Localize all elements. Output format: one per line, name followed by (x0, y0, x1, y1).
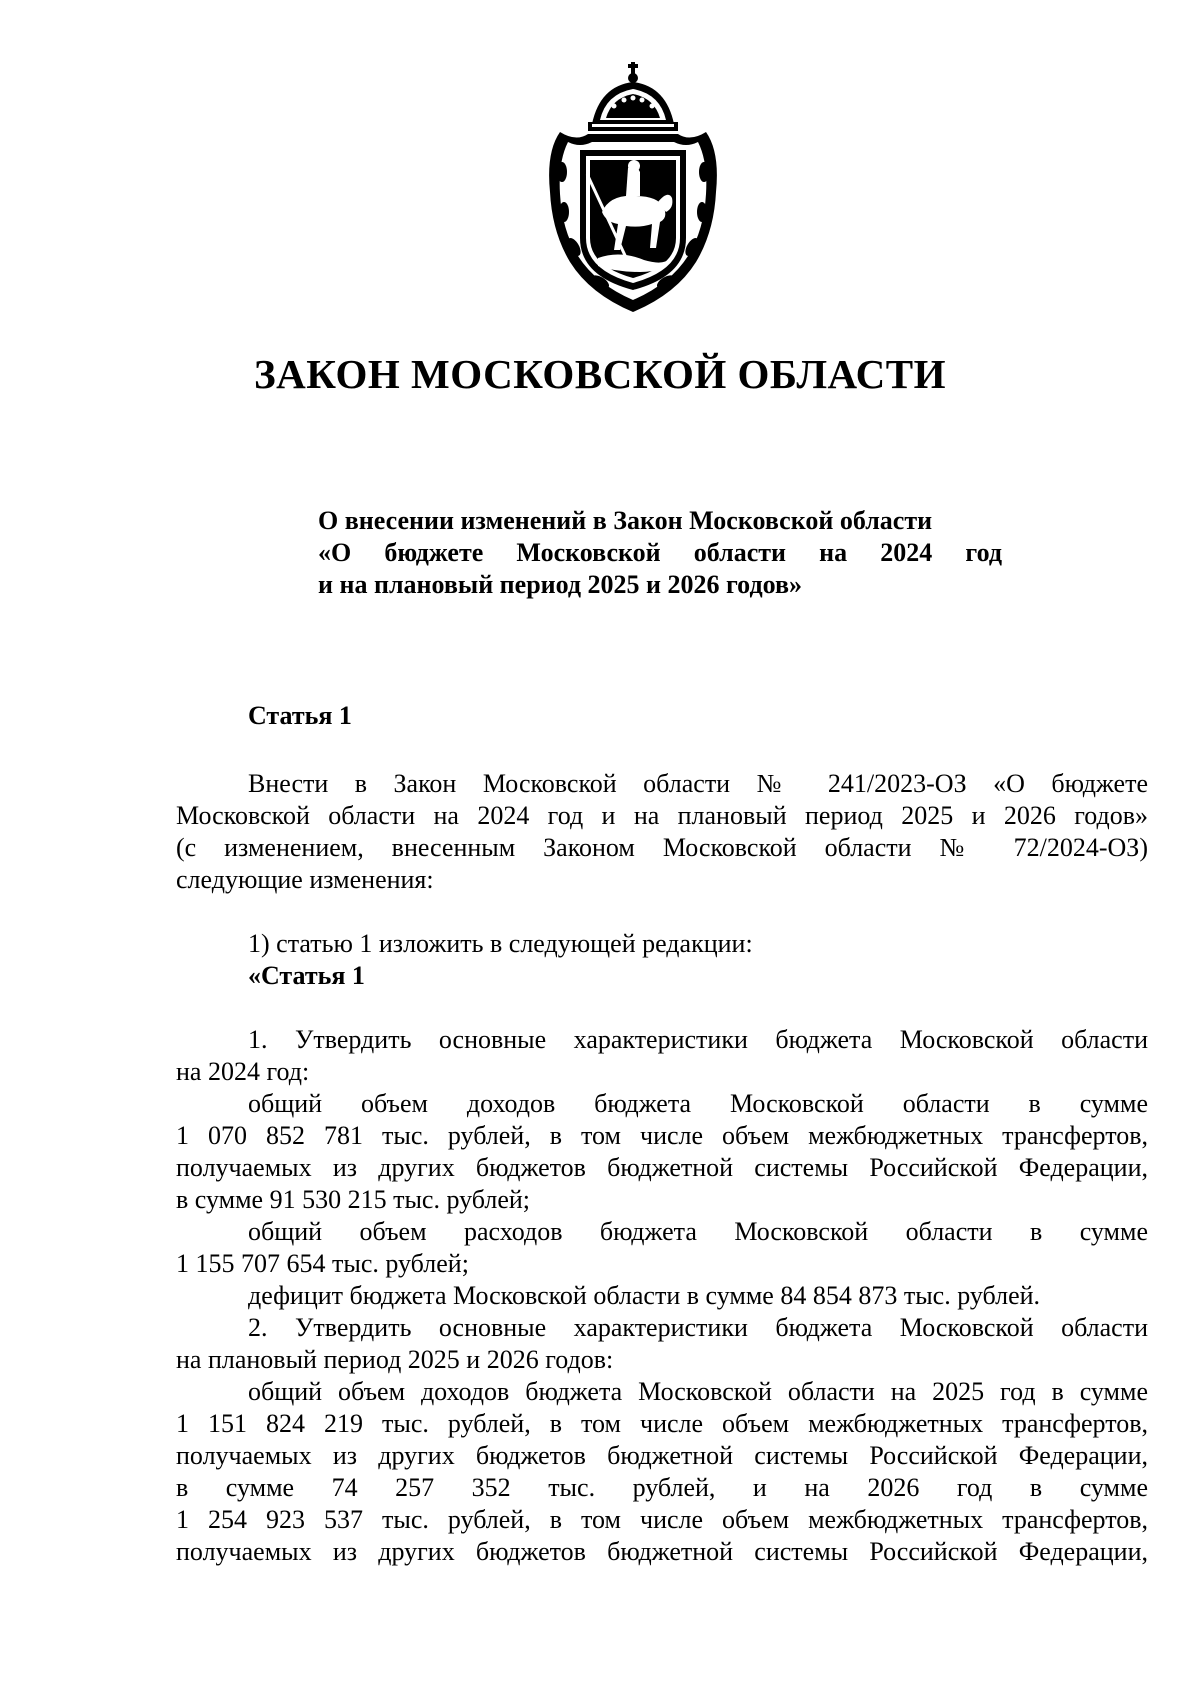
text-line: Московской области на 2024 год и на плановый период 2025 и 2026 годов» (176, 801, 1148, 830)
text-line: получаемых из других бюджетов бюджетной системы Российской Федерации, (176, 1441, 1148, 1470)
document-body (176, 700, 1148, 1568)
text-line: в сумме 91 530 215 тыс. рублей; (176, 1185, 530, 1214)
text-line: общий объем доходов бюджета Московской области на 2025 год в сумме (248, 1377, 1148, 1406)
subject-line: и на плановый период 2025 и 2026 годов» (318, 570, 802, 599)
law-title: ЗАКОН МОСКОВСКОЙ ОБЛАСТИ (254, 351, 946, 397)
text-line: на 2024 год: (176, 1057, 310, 1086)
text-line: общий объем расходов бюджета Московской области в сумме (248, 1217, 1148, 1246)
law-subject (318, 505, 1002, 601)
text-line: получаемых из других бюджетов бюджетной системы Российской Федерации, (176, 1537, 1148, 1566)
text-line: 1 070 852 781 тыс. рублей, в том числе объем межбюджетных трансфертов, (176, 1121, 1148, 1150)
paragraph-2 (176, 1312, 1148, 1376)
article-heading: Статья 1 (248, 701, 352, 730)
text-line: 1 155 707 654 тыс. рублей; (176, 1249, 469, 1278)
text-line: 1. Утвердить основные характеристики бюджета Московской области (248, 1025, 1148, 1054)
text-line: дефицит бюджета Московской области в сумме 84 854 873 тыс. рублей. (248, 1281, 1041, 1310)
quoted-article-heading: «Статья 1 (248, 961, 365, 990)
text-line: 1 254 923 537 тыс. рублей, в том числе объем межбюджетных трансфертов, (176, 1505, 1148, 1534)
text-line: 1 151 824 219 тыс. рублей, в том числе объем межбюджетных трансфертов, (176, 1409, 1148, 1438)
paragraph-1-expense (176, 1216, 1148, 1280)
text-line: получаемых из других бюджетов бюджетной системы Российской Федерации, (176, 1153, 1148, 1182)
text-line: 2. Утвердить основные характеристики бюджета Московской области (248, 1313, 1148, 1342)
list-item: 1) статью 1 изложить в следующей редакции: (248, 929, 753, 958)
article-intro (176, 768, 1148, 896)
text-line: следующие изменения: (176, 865, 434, 894)
text-line: на плановый период 2025 и 2026 годов: (176, 1345, 614, 1374)
text-line: (с изменением, внесенным Законом Московской области № 72/2024-ОЗ) (176, 833, 1148, 862)
text-line: в сумме 74 257 352 тыс. рублей, и на 2026 год в сумме (176, 1473, 1148, 1502)
text-line: общий объем доходов бюджета Московской области в сумме (248, 1089, 1148, 1118)
text-line: Внести в Закон Московской области № 241/2023-ОЗ «О бюджете (248, 769, 1148, 798)
paragraph-1 (176, 1024, 1148, 1088)
subject-line: О внесении изменений в Закон Московской области (318, 506, 933, 535)
paragraph-2-income (176, 1376, 1148, 1568)
coat-of-arms-icon (540, 62, 726, 318)
paragraph-1-income (176, 1088, 1148, 1216)
subject-line: «О бюджете Московской области на 2024 год (318, 538, 1002, 567)
paragraph-1-deficit (176, 1280, 1148, 1312)
